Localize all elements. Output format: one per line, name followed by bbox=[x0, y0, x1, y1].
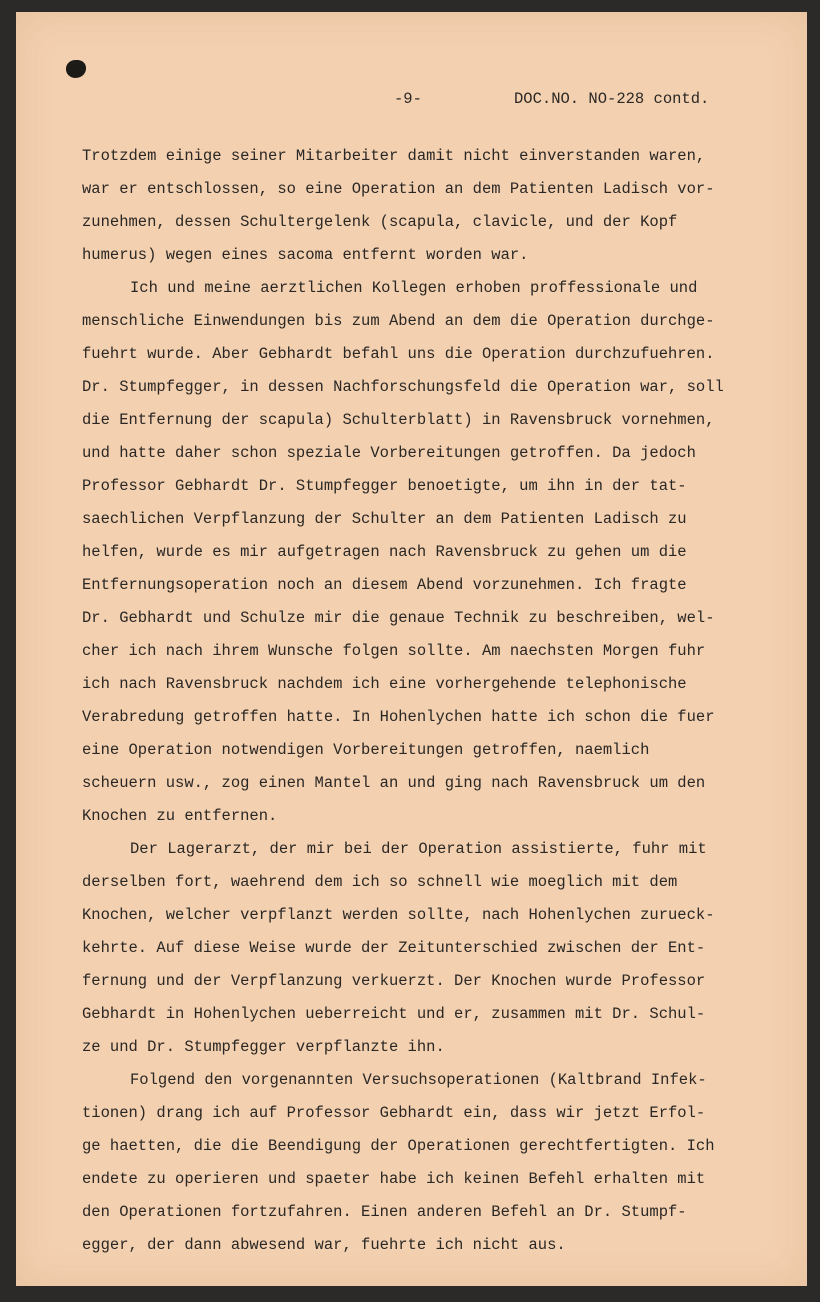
text-line: endete zu operieren und spaeter habe ich keinen Befehl erhalten mit bbox=[82, 1170, 706, 1188]
text-line: Folgend den vorgenannten Versuchsoperationen (Kaltbrand Infek- bbox=[130, 1071, 707, 1089]
text-line: humerus) wegen eines sacoma entfernt worden war. bbox=[82, 246, 529, 264]
text-line: war er entschlossen, so eine Operation an dem Patienten Ladisch vor- bbox=[82, 180, 715, 198]
text-line: Verabredung getroffen hatte. In Hohenlychen hatte ich schon die fuer bbox=[82, 708, 715, 726]
text-line: fernung und der Verpflanzung verkuerzt. Der Knochen wurde Professor bbox=[82, 972, 706, 990]
text-line: fuehrt wurde. Aber Gebhardt befahl uns die Operation durchzufuehren. bbox=[82, 345, 715, 363]
text-line: ge haetten, die die Beendigung der Operationen gerechtfertigten. Ich bbox=[82, 1137, 715, 1155]
text-line: Dr. Stumpfegger, in dessen Nachforschungsfeld die Operation war, soll bbox=[82, 378, 724, 396]
text-line: cher ich nach ihrem Wunsche folgen sollte. Am naechsten Morgen fuhr bbox=[82, 642, 706, 660]
text-line: und hatte daher schon speziale Vorbereitungen getroffen. Da jedoch bbox=[82, 444, 696, 462]
text-line: kehrte. Auf diese Weise wurde der Zeitunterschied zwischen der Ent- bbox=[82, 939, 706, 957]
text-line: die Entfernung der scapula) Schulterblatt) in Ravensbruck vornehmen, bbox=[82, 411, 715, 429]
text-line: Trotzdem einige seiner Mitarbeiter damit nicht einverstanden waren, bbox=[82, 147, 706, 165]
punch-hole bbox=[66, 60, 86, 78]
text-line: helfen, wurde es mir aufgetragen nach Ravensbruck zu gehen um die bbox=[82, 543, 687, 561]
text-line: eine Operation notwendigen Vorbereitungen getroffen, naemlich bbox=[82, 741, 650, 759]
text-line: saechlichen Verpflanzung der Schulter an dem Patienten Ladisch zu bbox=[82, 510, 687, 528]
document-page bbox=[16, 12, 807, 1286]
text-line: Ich und meine aerztlichen Kollegen erhoben proffessionale und bbox=[130, 279, 698, 297]
text-line: Gebhardt in Hohenlychen ueberreicht und er, zusammen mit Dr. Schul- bbox=[82, 1005, 706, 1023]
text-line: Der Lagerarzt, der mir bei der Operation assistierte, fuhr mit bbox=[130, 840, 707, 858]
paragraph bbox=[82, 140, 782, 272]
text-line: menschliche Einwendungen bis zum Abend an dem die Operation durchge- bbox=[82, 312, 715, 330]
page-header bbox=[16, 90, 807, 114]
body-text bbox=[82, 140, 782, 1262]
text-line: Knochen zu entfernen. bbox=[82, 807, 278, 825]
text-line: Professor Gebhardt Dr. Stumpfegger benoetigte, um ihn in der tat- bbox=[82, 477, 687, 495]
text-line: derselben fort, waehrend dem ich so schnell wie moeglich mit dem bbox=[82, 873, 678, 891]
document-reference: DOC.NO. NO-228 contd. bbox=[514, 90, 710, 108]
text-line: den Operationen fortzufahren. Einen anderen Befehl an Dr. Stumpf- bbox=[82, 1203, 687, 1221]
paragraph bbox=[82, 272, 782, 833]
paragraph bbox=[82, 833, 782, 1064]
text-line: tionen) drang ich auf Professor Gebhardt ein, dass wir jetzt Erfol- bbox=[82, 1104, 706, 1122]
text-line: ze und Dr. Stumpfegger verpflanzte ihn. bbox=[82, 1038, 445, 1056]
text-line: zunehmen, dessen Schultergelenk (scapula, clavicle, und der Kopf bbox=[82, 213, 678, 231]
page-number: -9- bbox=[394, 90, 422, 108]
text-line: Knochen, welcher verpflanzt werden sollte, nach Hohenlychen zurueck- bbox=[82, 906, 715, 924]
paragraph bbox=[82, 1064, 782, 1262]
text-line: egger, der dann abwesend war, fuehrte ich nicht aus. bbox=[82, 1236, 566, 1254]
text-line: scheuern usw., zog einen Mantel an und ging nach Ravensbruck um den bbox=[82, 774, 706, 792]
text-line: Dr. Gebhardt und Schulze mir die genaue Technik zu beschreiben, wel- bbox=[82, 609, 715, 627]
text-line: ich nach Ravensbruck nachdem ich eine vorhergehende telephonische bbox=[82, 675, 687, 693]
text-line: Entfernungsoperation noch an diesem Abend vorzunehmen. Ich fragte bbox=[82, 576, 687, 594]
